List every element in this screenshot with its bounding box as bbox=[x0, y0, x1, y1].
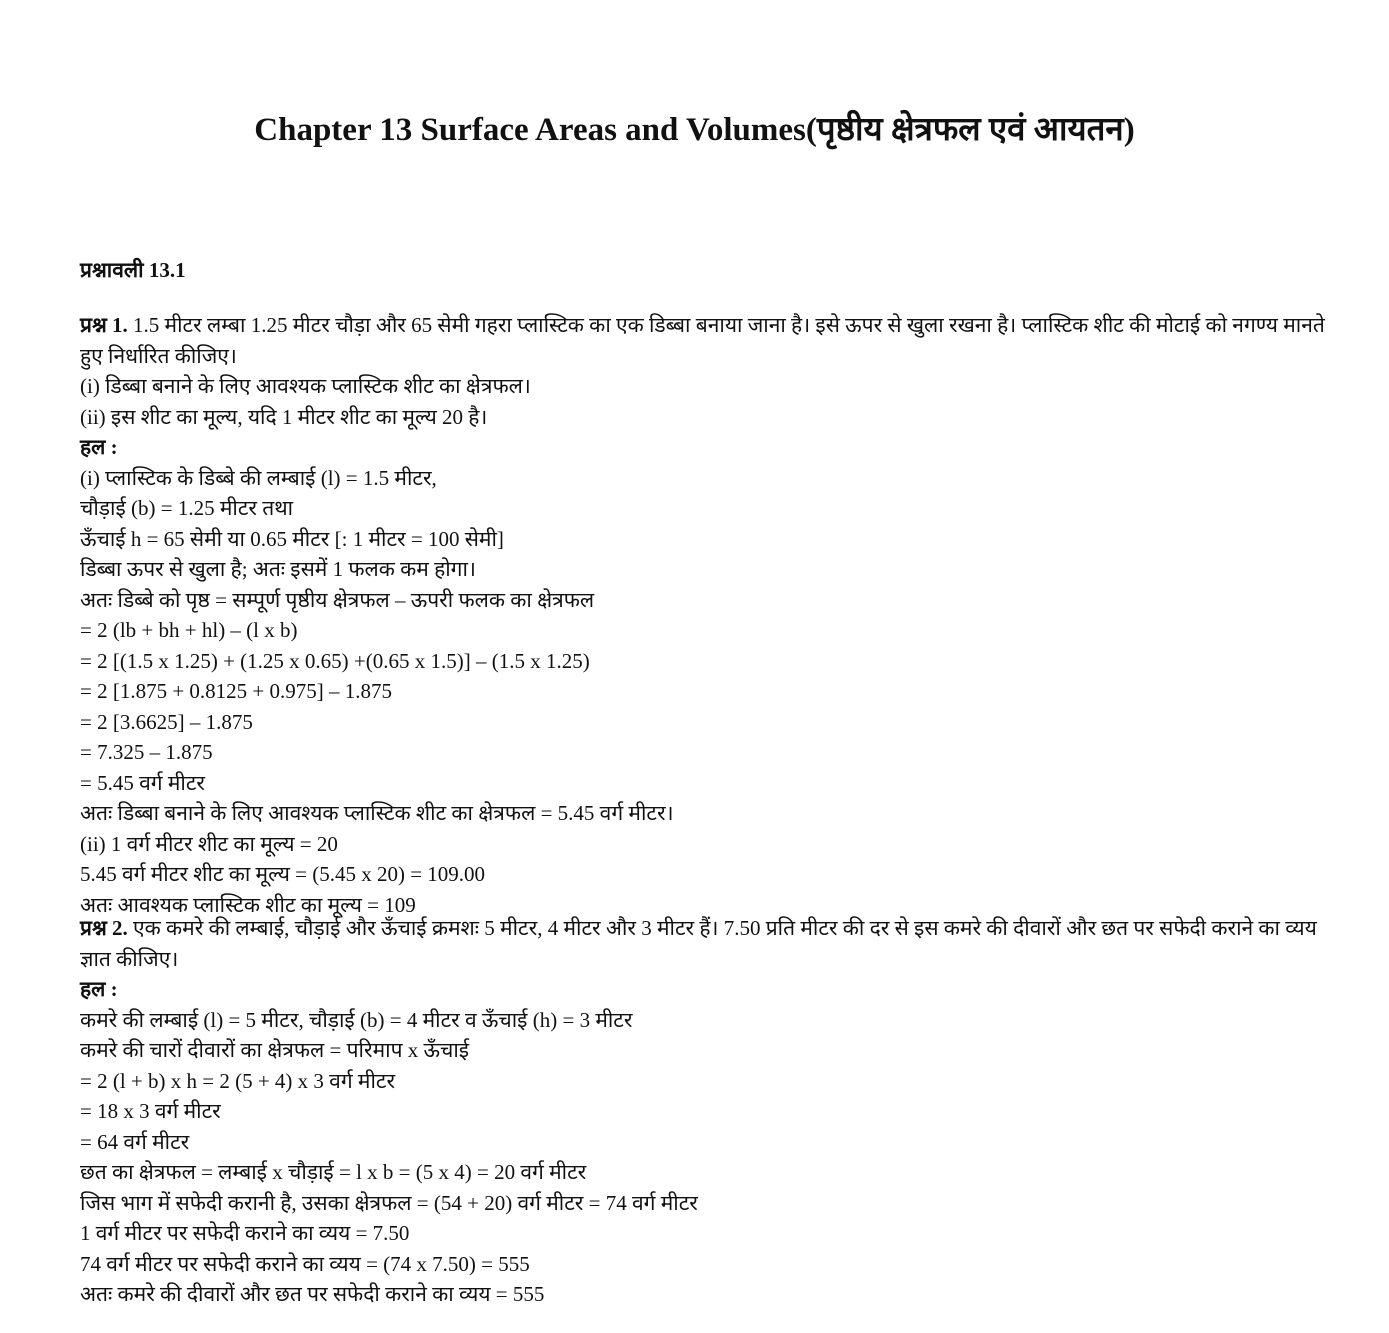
solution-line: छत का क्षेत्रफल = लम्बाई x चौड़ाई = l x b = (5 x 4) = 20 वर्ग मीटर bbox=[80, 1160, 587, 1184]
solution-line: = 64 वर्ग मीटर bbox=[80, 1129, 190, 1154]
solution-line: = 7.325 – 1.875 bbox=[80, 740, 213, 764]
solution-line: 74 वर्ग मीटर पर सफेदी कराने का व्यय = (74 x 7.50) = 555 bbox=[80, 1251, 530, 1276]
chapter-title: Chapter 13 Surface Areas and Volumes(पृष्ठीय क्षेत्रफल एवं आयतन) bbox=[254, 112, 1135, 148]
question-2-label: प्रश्न 2. bbox=[80, 916, 128, 940]
solution-line: = 2 [3.6625] – 1.875 bbox=[80, 709, 253, 734]
question-2-statement bbox=[80, 913, 1330, 974]
solution-line: डिब्बा ऊपर से खुला है; अतः इसमें 1 फलक कम होगा। bbox=[80, 557, 476, 581]
solution-label: हल : bbox=[80, 977, 118, 1001]
solution-line: = 2 [(1.5 x 1.25) + (1.25 x 0.65) +(0.65 x 1.5)] – (1.5 x 1.25) bbox=[80, 648, 590, 673]
solution-line: = 5.45 वर्ग मीटर bbox=[80, 770, 206, 795]
solution-line: चौड़ाई (b) = 1.25 मीटर तथा bbox=[80, 496, 294, 520]
exercise-heading: प्रश्नावली 13.1 bbox=[80, 258, 186, 282]
solution-line: कमरे की लम्बाई (l) = 5 मीटर, चौड़ाई (b) = 4 मीटर व ऊँचाई (h) = 3 मीटर bbox=[80, 1007, 633, 1032]
solution-line: अतः आवश्यक प्लास्टिक शीट का मूल्य = 109 bbox=[80, 892, 416, 917]
solution-line: अतः डिब्बे को पृष्ठ = सम्पूर्ण पृष्ठीय क्षेत्रफल – ऊपरी फलक का क्षेत्रफल bbox=[80, 587, 595, 612]
solution-line: कमरे की चारों दीवारों का क्षेत्रफल = परिमाप x ऊँचाई bbox=[80, 1038, 470, 1062]
solution-line: = 2 [1.875 + 0.8125 + 0.975] – 1.875 bbox=[80, 679, 393, 703]
solution-line: (i) प्लास्टिक के डिब्बे की लम्बाई (l) = 1.5 मीटर, bbox=[80, 465, 437, 490]
solution-line: 5.45 वर्ग मीटर शीट का मूल्य = (5.45 x 20) = 109.00 bbox=[80, 862, 486, 886]
question-1-statement bbox=[80, 310, 1330, 371]
question-1-label: प्रश्न 1. bbox=[80, 313, 128, 337]
solution-line: = 18 x 3 वर्ग मीटर bbox=[80, 1099, 221, 1123]
solution-line: 1 वर्ग मीटर पर सफेदी कराने का व्यय = 7.50 bbox=[80, 1221, 410, 1245]
solution-line: (ii) 1 वर्ग मीटर शीट का मूल्य = 20 bbox=[80, 831, 338, 856]
question-2 bbox=[80, 913, 1330, 1310]
question-1-text: 1.5 मीटर लम्बा 1.25 मीटर चौड़ा और 65 सेमी गहरा प्लास्टिक का एक डिब्बा बनाया जाना है। इसे ऊपर से खुला रखना है। प्लास्टिक शीट की मोटाई को नगण्य मानते हुए निर्धारित कीजिए। bbox=[80, 313, 1325, 368]
solution-line: अतः डिब्बा बनाने के लिए आवश्यक प्लास्टिक शीट का क्षेत्रफल = 5.45 वर्ग मीटर। bbox=[80, 801, 674, 825]
question-2-text: एक कमरे की लम्बाई, चौड़ाई और ऊँचाई क्रमशः 5 मीटर, 4 मीटर और 3 मीटर हैं। 7.50 प्रति मीटर की दर से इस कमरे की दीवारों और छत पर सफेदी कराने का व्यय ज्ञात कीजिए। bbox=[80, 916, 1317, 971]
solution-line: = 2 (lb + bh + hl) – (l x b) bbox=[80, 618, 298, 642]
solution-line: जिस भाग में सफेदी करानी है, उसका क्षेत्रफल = (54 + 20) वर्ग मीटर = 74 वर्ग मीटर bbox=[80, 1190, 698, 1215]
question-1-part: (i) डिब्बा बनाने के लिए आवश्यक प्लास्टिक शीट का क्षेत्रफल। bbox=[80, 374, 531, 398]
solution-line: ऊँचाई h = 65 सेमी या 0.65 मीटर [: 1 मीटर = 100 सेमी] bbox=[80, 526, 504, 551]
solution-label: हल : bbox=[80, 435, 118, 459]
question-1-part: (ii) इस शीट का मूल्य, यदि 1 मीटर शीट का मूल्य 20 है। bbox=[80, 404, 488, 429]
question-1 bbox=[80, 310, 1330, 920]
solution-line: = 2 (l + b) x h = 2 (5 + 4) x 3 वर्ग मीटर bbox=[80, 1068, 396, 1093]
solution-line: अतः कमरे की दीवारों और छत पर सफेदी कराने का व्यय = 555 bbox=[80, 1282, 545, 1306]
